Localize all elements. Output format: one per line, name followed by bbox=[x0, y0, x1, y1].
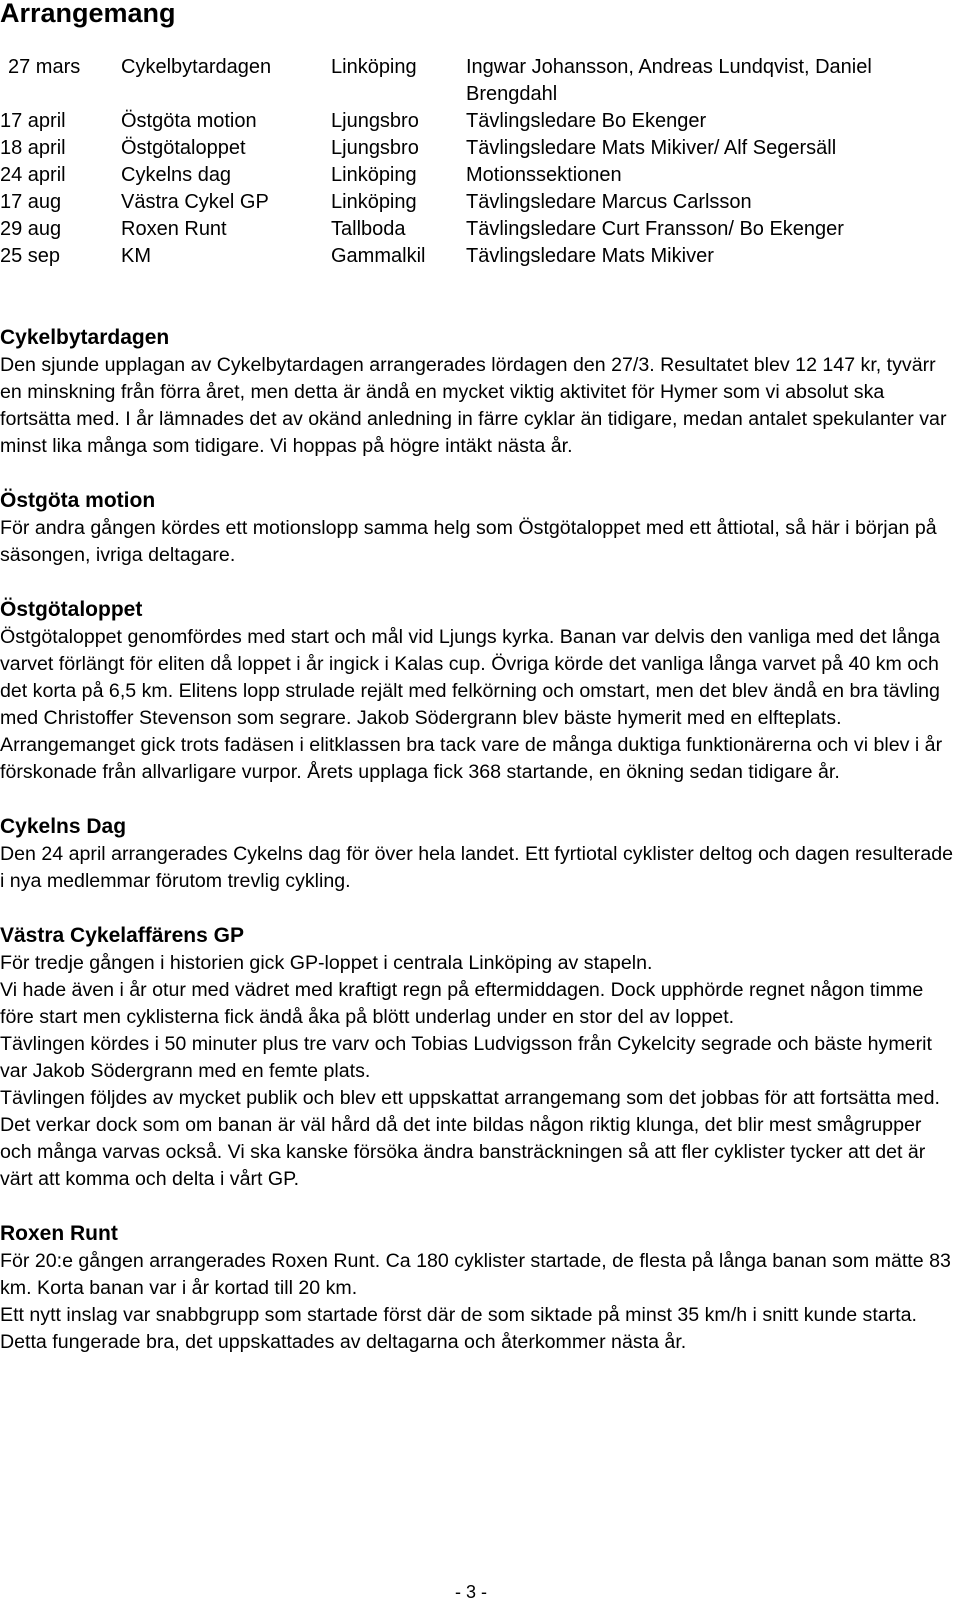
event-date: 18 april bbox=[0, 137, 66, 159]
section-heading: Cykelns Dag bbox=[0, 815, 127, 838]
section-paragraph: Den sjunde upplagan av Cykelbytardagen arrangerades lördagen den 27/3. Resultatet blev 12 147 kr, tyvärr en minskning från förra året, men detta är ändå en mycket viktig aktivitet för Hymer som vi absolut ska fortsätta med. I år lämnades det av okänd anledning in färre cyklar än tidigare, medan antalet spekulanter var minst lika många som tidigare. Vi hoppas på högre intäkt nästa år. bbox=[0, 354, 947, 457]
sections bbox=[0, 324, 960, 1383]
section-paragraph: Tävlingen följdes av mycket publik och blev ett uppskattat arrangemang som det jobbas för att fortsätta med. bbox=[0, 1087, 940, 1109]
section-paragraph: Det verkar dock som om banan är väl hård då det inte bildas någon riktig klunga, det blir mest smågrupper och många varvas också. Vi ska kanske försöka ändra bansträckningen så att fler cyklister tycker att det är värt att komma och delta i vårt GP. bbox=[0, 1114, 926, 1190]
section-paragraph: Arrangemanget gick trots fadäsen i elitklassen bra tack vare de många duktiga funktionärerna och vi blev i år förskonade från allvarligare vurpor. Årets upplaga fick 368 startande, en ökning sedan tidigare år. bbox=[0, 734, 943, 783]
section-vastra-cykelaffarens-gp bbox=[0, 922, 960, 1193]
section-paragraph: Östgötaloppet genomfördes med start och mål vid Ljungs kyrka. Banan var delvis den vanliga med det långa varvet förlängt för eliten då loppet i år ingick i Kalas cup. Övriga körde det vanliga långa varvet på 40 km och det korta på 6,5 km. Elitens lopp strulade rejält med felkörning och omstart, men det blev ändå en bra tävling med Christoffer Stevenson som segrare. Jakob Södergrann blev bäste hymerit med en elfteplats. bbox=[0, 626, 940, 729]
event-name: Östgöta motion bbox=[121, 110, 257, 132]
event-name: Cykelns dag bbox=[121, 164, 232, 186]
event-place: Linköping bbox=[331, 164, 417, 186]
section-roxen-runt bbox=[0, 1220, 960, 1356]
section-heading: Östgöta motion bbox=[0, 489, 156, 512]
event-organizer: Tävlingsledare Bo Ekenger bbox=[466, 110, 707, 132]
section-paragraph: För andra gången kördes ett motionslopp samma helg som Östgötaloppet med ett åttiotal, så här i början på säsongen, ivriga deltagare. bbox=[0, 517, 937, 566]
event-date: 29 aug bbox=[0, 218, 62, 240]
section-heading: Cykelbytardagen bbox=[0, 326, 170, 349]
event-place: Linköping bbox=[331, 56, 417, 78]
event-date: 27 mars bbox=[8, 56, 81, 78]
section-paragraph: För tredje gången i historien gick GP-loppet i centrala Linköping av stapeln. bbox=[0, 952, 653, 974]
event-date: 25 sep bbox=[0, 245, 61, 267]
event-name: Cykelbytardagen bbox=[121, 56, 272, 78]
page-number: - 3 - bbox=[455, 1582, 488, 1602]
event-organizer: Tävlingsledare Marcus Carlsson bbox=[466, 191, 752, 213]
section-ostgota-motion bbox=[0, 487, 960, 569]
event-date: 17 april bbox=[0, 110, 66, 132]
section-paragraph: Ett nytt inslag var snabbgrupp som startade först där de som siktade på minst 35 km/h i snitt kunde starta. Detta fungerade bra, det uppskattades av deltagarna och återkommer nästa år. bbox=[0, 1304, 917, 1353]
section-paragraph: Den 24 april arrangerades Cykelns dag för över hela landet. Ett fyrtiotal cyklister deltog och dagen resulterade i nya medlemmar förutom trevlig cykling. bbox=[0, 843, 954, 892]
event-place: Linköping bbox=[331, 191, 417, 213]
event-date: 17 aug bbox=[0, 191, 62, 213]
event-organizer: Ingwar Johansson, Andreas Lundqvist, Daniel Brengdahl bbox=[466, 56, 872, 105]
section-paragraph: Vi hade även i år otur med vädret med kraftigt regn på eftermiddagen. Dock upphörde regnet någon timme före start men cyklisterna fick ändå åka på blött underlag under en stor del av loppet. bbox=[0, 979, 924, 1028]
section-paragraph: För 20:e gången arrangerades Roxen Runt. Ca 180 cyklister startade, de flesta på långa banan som mätte 83 km. Korta banan var i år kortad till 20 km. bbox=[0, 1250, 951, 1299]
event-date: 24 april bbox=[0, 164, 66, 186]
event-place: Ljungsbro bbox=[331, 137, 419, 159]
section-cykelbytardagen bbox=[0, 324, 960, 460]
event-name: Roxen Runt bbox=[121, 218, 227, 240]
event-organizer: Motionssektionen bbox=[466, 164, 622, 186]
event-organizer: Tävlingsledare Curt Fransson/ Bo Ekenger bbox=[466, 218, 844, 240]
section-cykelns-dag bbox=[0, 813, 960, 895]
section-heading: Västra Cykelaffärens GP bbox=[0, 924, 244, 947]
event-place: Gammalkil bbox=[331, 245, 426, 267]
section-heading: Roxen Runt bbox=[0, 1222, 118, 1245]
event-name: Västra Cykel GP bbox=[121, 191, 269, 213]
section-paragraph: Tävlingen kördes i 50 minuter plus tre varv och Tobias Ludvigsson från Cykelcity segrade och bäste hymerit var Jakob Södergrann med en femte plats. bbox=[0, 1033, 932, 1082]
section-heading: Östgötaloppet bbox=[0, 598, 143, 621]
event-name: Östgötaloppet bbox=[121, 137, 246, 159]
page-title: Arrangemang bbox=[0, 0, 176, 28]
event-name: KM bbox=[121, 245, 151, 267]
event-organizer: Tävlingsledare Mats Mikiver/ Alf Segersäll bbox=[466, 137, 837, 159]
section-ostgotaloppet bbox=[0, 596, 960, 786]
event-place: Tallboda bbox=[331, 218, 406, 240]
event-organizer: Tävlingsledare Mats Mikiver bbox=[466, 245, 714, 267]
event-place: Ljungsbro bbox=[331, 110, 419, 132]
